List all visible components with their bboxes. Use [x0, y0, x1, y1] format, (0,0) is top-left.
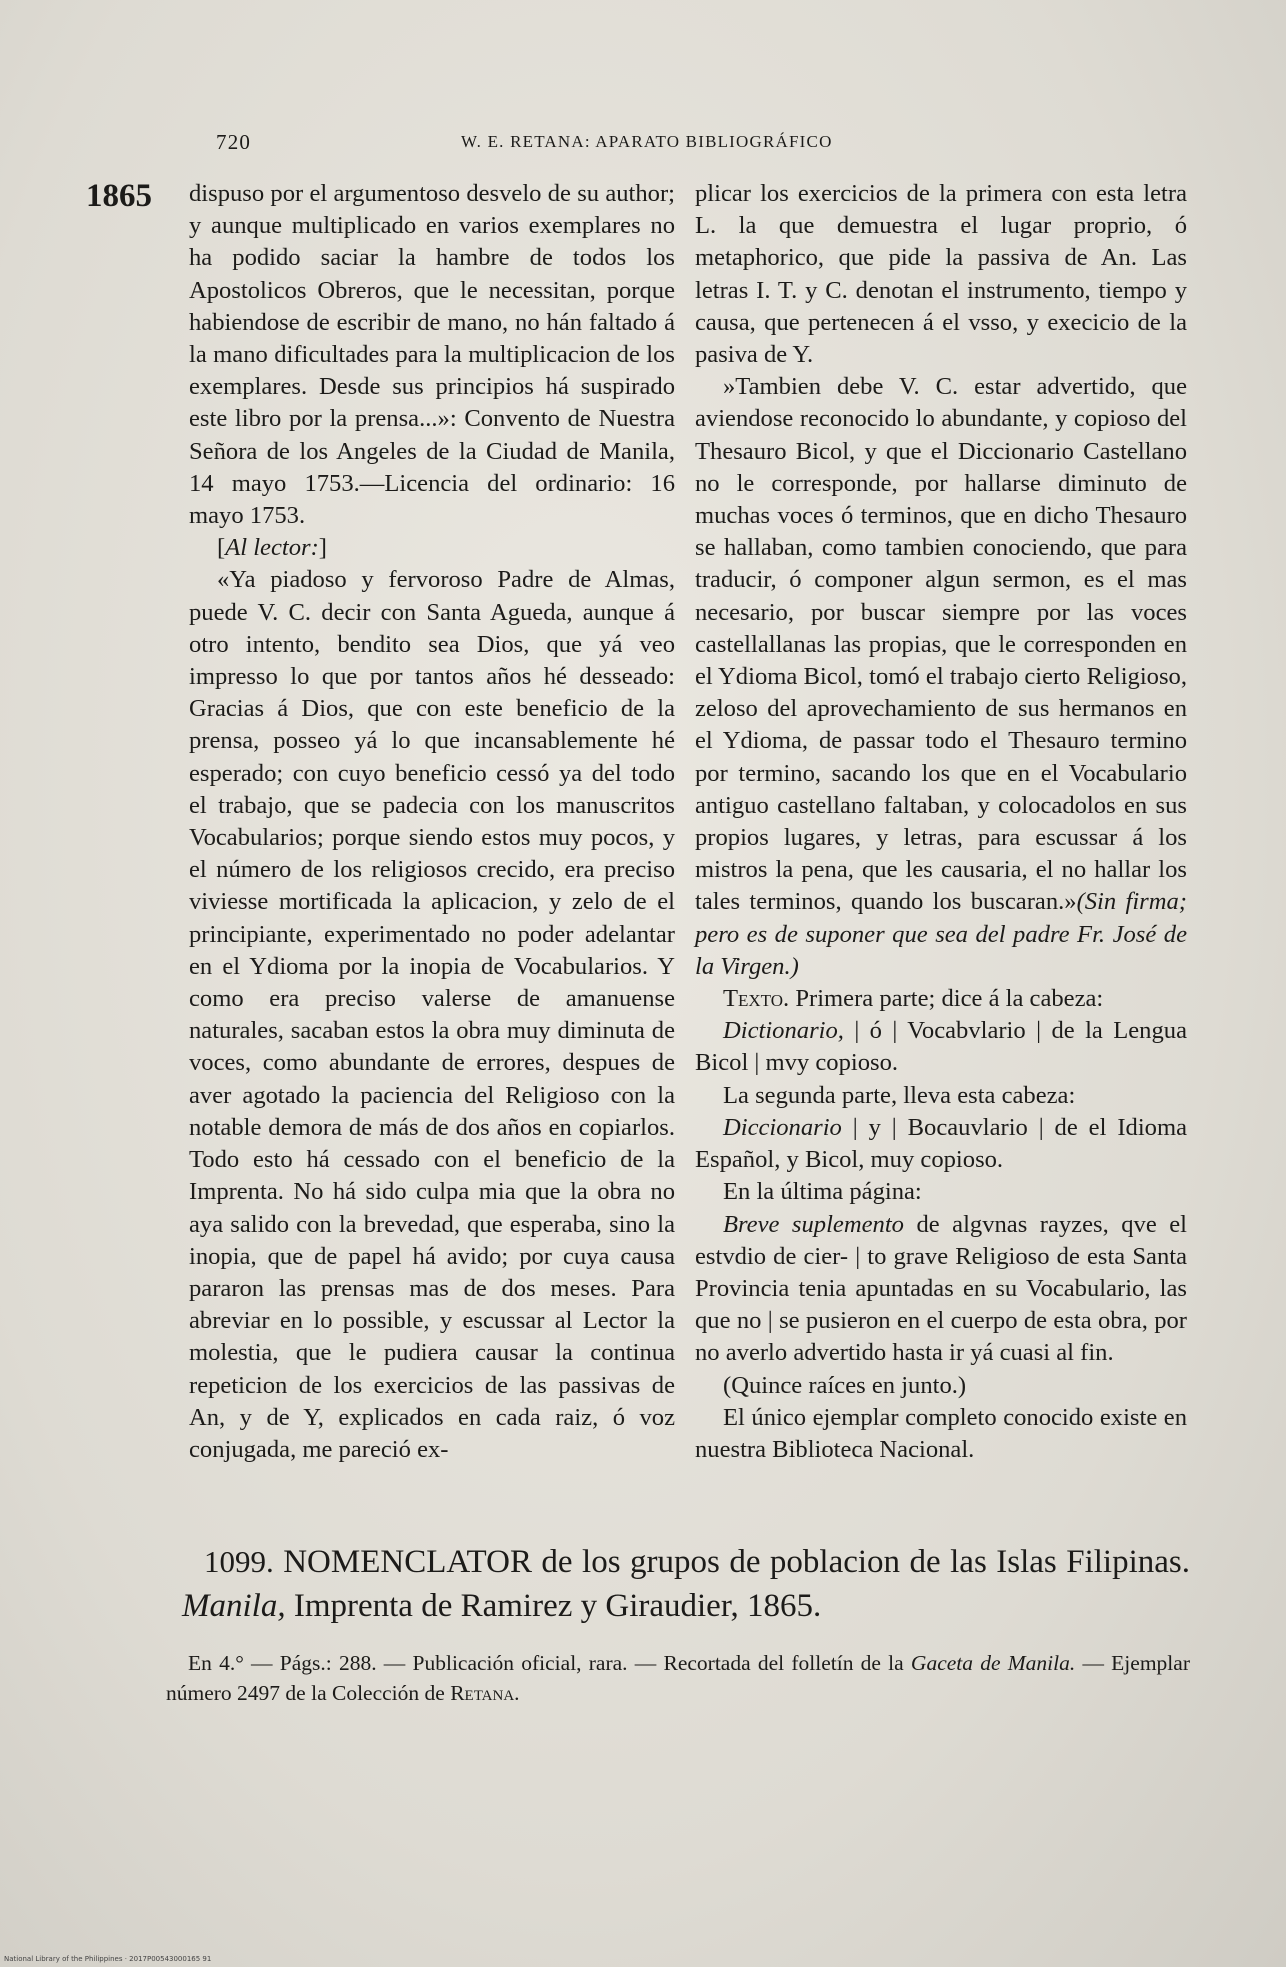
texto-label: Texto.: [723, 985, 790, 1013]
note-text-a: En 4.° — Págs.: 288. — Publicación oficial, rara. — Recortada del folletín de la: [188, 1651, 911, 1675]
part-2-paragraph: La segunda parte, lleva esta cabeza:: [723, 1081, 1076, 1109]
note-text: [166, 1648, 1190, 1708]
title-1-rest: | ó | Vocabvlario | de la Lengua Bicol | mvy copioso.: [695, 1017, 1187, 1077]
left-paragraph-1: dispuso por el argumentoso desvelo de su author; y aunque multiplicado en varios exemplares no ha podido saciar la hambre de todos los Apostolicos Obreros, que le necessitan, porque habiendose de escribir de mano, no hán faltado á la mano dificultades para la multiplicacion de los exemplares. Desde sus principios há suspirado este libro por la prensa...»: Convento de Nuestra Señora de los Angeles de la Ciudad de Manila, 14 mayo 1753.—Licencia del ordinario: 16 mayo 1753.: [189, 180, 675, 530]
page-number: 720: [216, 130, 252, 154]
margin-year: 1865: [86, 178, 152, 214]
bibliographic-entry: [182, 1540, 1190, 1628]
right-paragraph-1: plicar los exercicios de la primera con esta letra L. la que demuestra el lugar proprio, ó metaphorico, que pide la passiva de An. Las letras I. T. y C. denotan el instrumento, tiempo y causa, que pertenecen á el vsso, y execicio de la pasiva de Y.: [695, 180, 1187, 369]
title-2-rest: | y | Bocauvlario | de el Idioma Español, y Bicol, muy copioso.: [695, 1113, 1187, 1174]
title-1: [695, 1015, 1187, 1079]
signature-note: (Sin firma; pero es de suponer que sea del padre Fr. José de la Virgen.): [695, 888, 1187, 980]
al-lector-heading: [189, 532, 675, 564]
ejemplar-paragraph: El único ejemplar completo conocido existe en nuestra Biblioteca Nacional.: [695, 1403, 1187, 1463]
title-2-italic: Diccionario: [723, 1113, 842, 1141]
right-paragraph-2-text: »Tambien debe V. C. estar advertido, que aviendose reconocido lo abundante, y copioso del Thesauro Bicol, y que el Diccionario Castellano no le corresponde, por hallarse diminuto de muchas voces ó terminos, que en dicho Thesauro se hallaban, como tambien conociendo, que para traducir, ó componer algun sermon, es el mas necesario, por buscar siempre por las voces castellallanas las propias, que le corresponden en el Ydioma Bicol, tomó el trabajo cierto Religioso, zeloso del aprovechamiento de sus hermanos en el Ydioma, de passar todo el Thesauro termino por termino, sacando los que en el Vocabulario antiguo castellano faltaban, y colocadolos en sus propios lugares, y letras, para escussar á los mistros la pena, que les causaria, el no hallar los tales terminos, quando los buscaran.»: [695, 373, 1187, 916]
left-paragraph-2: «Ya piadoso y fervoroso Padre de Almas, puede V. C. decir con Santa Agueda, aunque á otro intento, bendito sea Dios, que yá veo impresso lo que por tantos años hé desseado: Gracias á Dios, que con este beneficio de la prensa, posseo yá lo que incansablemente hé esperado; con cuyo beneficio cessó ya del todo el trabajo, que se padecia con los manuscritos Vocabularios; porque siendo estos muy pocos, y el número de los religiosos crecido, era preciso viviesse mortificada la aplicacion, y zelo de el principiante, experimentado no poder adelantar en el Ydioma por la inopia de Vocabularios. Y como era preciso valerse de amanuense naturales, sacaban estos la obra muy diminuta de voces, como abundante de errores, despues de aver agotado la paciencia del Religioso con la notable demora de más de dos años en copiarlos. Todo esto há cessado con el beneficio de la Imprenta. No há sido culpa mia que la obra no aya salido con la brevedad, que esperaba, sino la inopia, que de papel há avido; por cuya causa pararon las prensas mas de dos meses. Para abreviar en lo possible, y escussar al Lector la molestia, que le pudiera causar la continua repeticion de los exercicios de las passivas de An, y de Y, explicados en cada raiz, ó voz conjugada, me pareció ex-: [189, 566, 675, 1463]
title-1-italic: Dictionario,: [723, 1017, 844, 1045]
al-lector-label: Al lector:: [225, 534, 319, 562]
title-3: [695, 1209, 1187, 1370]
texto-paragraph: [695, 983, 1187, 1015]
entry-note: [166, 1648, 1190, 1708]
entry-text-a: NOMENCLATOR de los grupos de poblacion de las Islas Filipinas.: [273, 1544, 1190, 1580]
bracket-open: [: [217, 534, 226, 562]
right-column: [695, 178, 1187, 1466]
texto-text: Primera parte; dice á la cabeza:: [789, 985, 1104, 1013]
entry-text: [182, 1540, 1190, 1628]
quince-paragraph: (Quince raíces en junto.): [723, 1371, 967, 1399]
scan-footer: National Library of the Philippines · 2017P00543000165 91: [4, 1955, 212, 1963]
note-gaceta: Gaceta de Manila.: [910, 1651, 1076, 1675]
title-3-rest: de algvnas rayzes, qve el estvdio de cier- | to grave Religioso de esta Santa Provincia tenia apuntadas en su Vocabulario, las que no | se pusieron en el cuerpo de esta obra, por no averlo advertido hasta ir yá cuasi al fin.: [695, 1210, 1187, 1367]
right-paragraph-2: [695, 371, 1187, 983]
bracket-close: ]: [318, 534, 327, 562]
running-title: W. E. RETANA: APARATO BIBLIOGRÁFICO: [461, 132, 833, 151]
entry-text-b: Imprenta de Ramirez y Giraudier, 1865.: [285, 1588, 822, 1624]
title-2: [695, 1112, 1187, 1176]
note-retana: Retana.: [450, 1681, 520, 1705]
title-3-italic: Breve suplemento: [723, 1210, 904, 1238]
entry-number: 1099.: [204, 1544, 274, 1579]
entry-place: Manila,: [182, 1588, 286, 1624]
left-column: [189, 178, 675, 1466]
last-page-paragraph: En la última página:: [723, 1178, 922, 1206]
note-text-b: — Ejemplar número 2497 de la Colección de: [166, 1651, 1190, 1705]
